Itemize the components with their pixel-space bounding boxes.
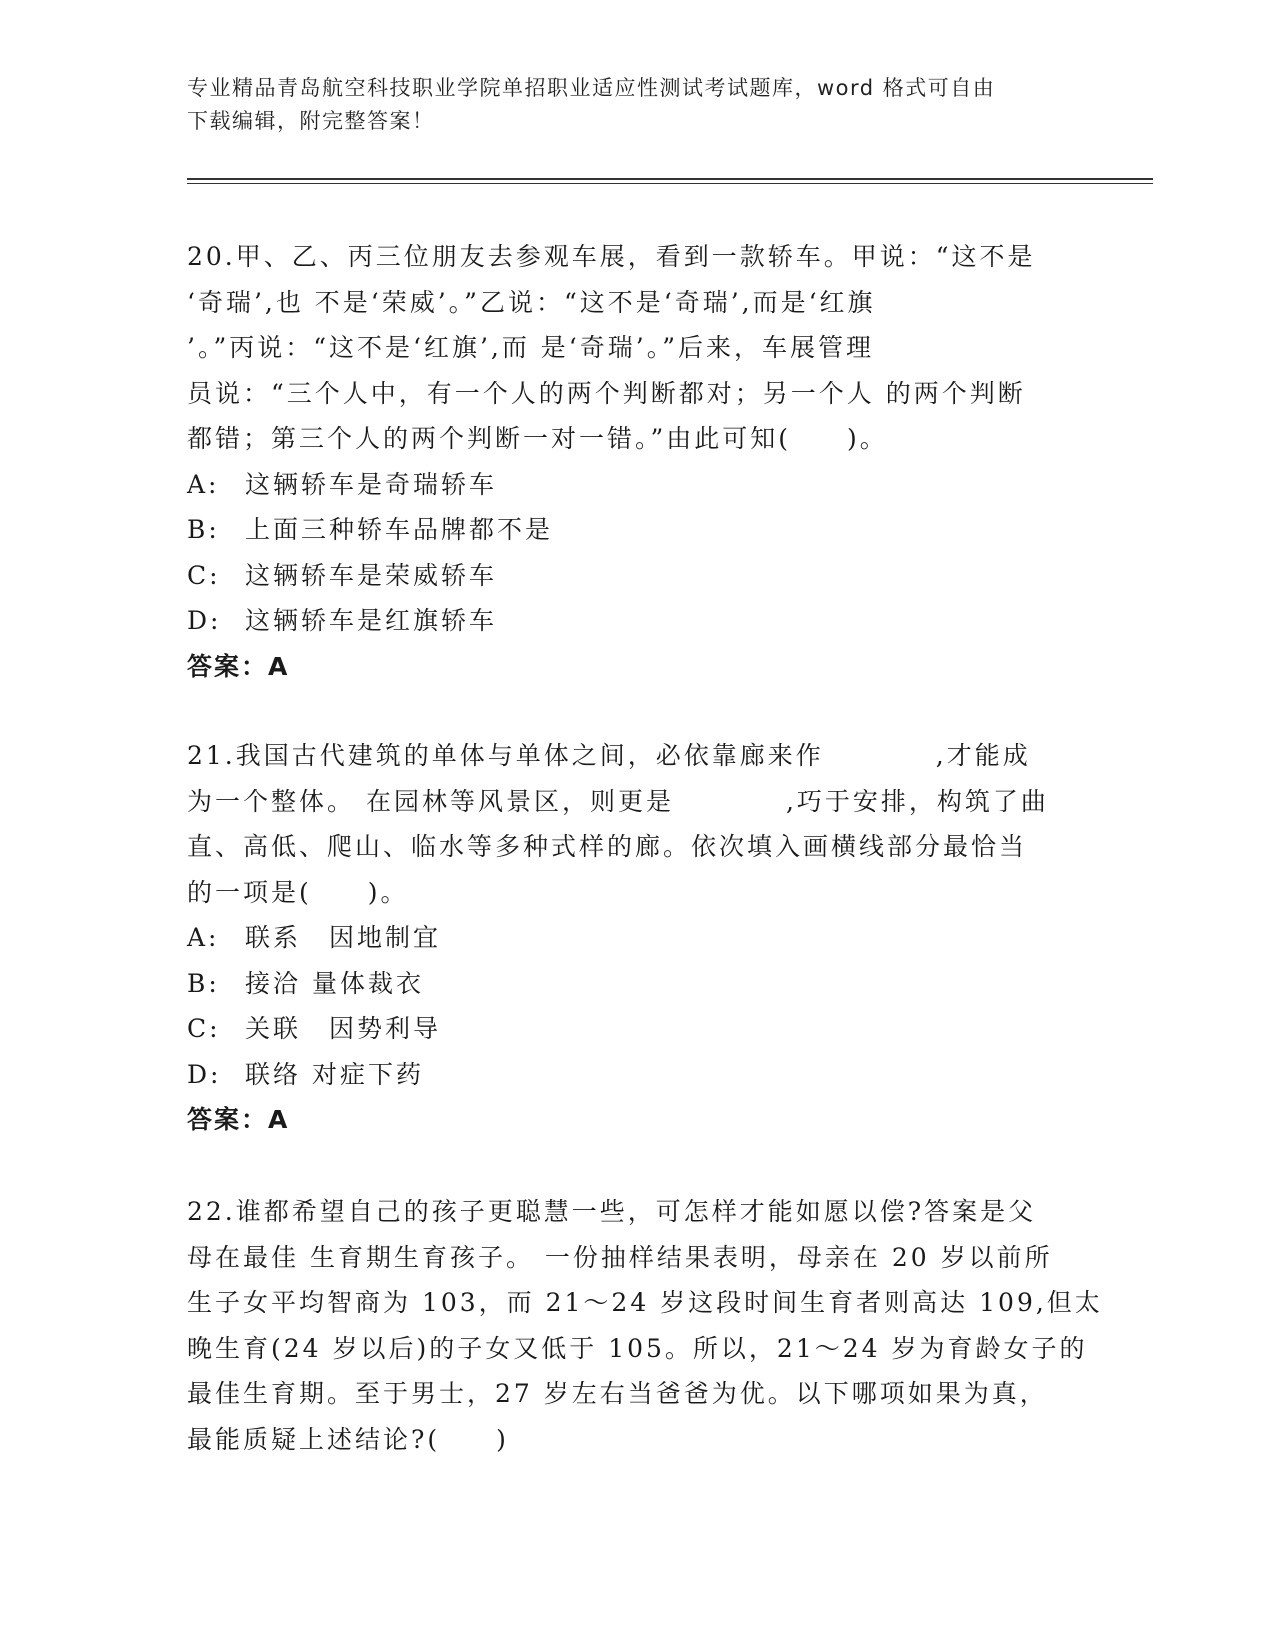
answer-label: 答案： (187, 651, 269, 681)
stem-line: 20.甲、乙、丙三位朋友去参观车展，看到一款轿车。甲说：“这不是 (187, 242, 1036, 271)
option-c (187, 553, 1092, 599)
stem-line: 最佳生育期。至于男士，27 岁左右当爸爸为优。以下哪项如果为真， (187, 1379, 1048, 1408)
question-22 (187, 1189, 1103, 1462)
option-text: 联络 对症下药 (245, 1059, 424, 1089)
question-stem (187, 1189, 1103, 1462)
option-b (187, 961, 1092, 1007)
stem-line: 的一项是( )。 (187, 877, 409, 907)
option-key: A: (187, 469, 220, 499)
answer-line (187, 1097, 1092, 1143)
header-divider (187, 178, 1153, 180)
option-key: B: (187, 968, 220, 998)
option-text: 这辆轿车是荣威轿车 (245, 560, 498, 590)
option-c (187, 1006, 1092, 1052)
question-20 (187, 234, 1092, 689)
option-key: D: (187, 1059, 222, 1089)
stem-line: 员说：“三个人中，有一个人的两个判断都对；另一个人 的两个判断 (187, 378, 1026, 408)
stem-line: 22.谁都希望自己的孩子更聪慧一些，可怎样才能如愿以偿?答案是父 (187, 1197, 1037, 1226)
stem-line: 21.我国古代建筑的单体与单体之间，必依靠廊来作 ,才能成 (187, 741, 1031, 770)
answer-value: A (268, 1105, 290, 1134)
answer-label: 答案： (187, 1105, 269, 1134)
question-21 (187, 733, 1092, 1143)
option-a (187, 915, 1092, 961)
option-a (187, 462, 1092, 508)
option-text: 接洽 量体裁衣 (245, 968, 424, 998)
stem-line: 直、高低、爬山、临水等多种式样的廊。依次填入画横线部分最恰当 (187, 832, 1028, 861)
stem-line: ‘奇瑞’,也 不是‘荣威’。”乙说：“这不是‘奇瑞’,而是‘红旗 (187, 287, 876, 317)
option-text: 这辆轿车是红旗轿车 (245, 606, 498, 635)
stem-line: ’。”丙说：“这不是‘红旗’,而 是‘奇瑞’。”后来，车展管理 (187, 333, 874, 362)
option-key: C: (187, 1014, 221, 1043)
answer-value: A (268, 651, 290, 681)
option-key: A: (187, 923, 220, 952)
option-d (187, 1052, 1092, 1098)
question-stem (187, 733, 1092, 915)
stem-line: 生子女平均智商为 103，而 21～24 岁这段时间生育者则高达 109,但太 (187, 1288, 1103, 1317)
stem-line: 母在最佳 生育期生育孩子。 一份抽样结果表明，母亲在 20 岁以前所 (187, 1242, 1053, 1272)
header-line-2: 下载编辑，附完整答案！ (187, 109, 435, 133)
option-b (187, 507, 1092, 553)
header-line-1: 专业精品青岛航空科技职业学院单招职业适应性测试考试题库，word 格式可自由 (187, 76, 996, 100)
option-key: D: (187, 606, 222, 635)
stem-line: 晚生育(24 岁以后)的子女又低于 105。所以，21～24 岁为育龄女子的 (187, 1333, 1088, 1363)
option-key: C: (187, 560, 221, 590)
stem-line: 为一个整体。 在园林等风景区，则更是 ,巧于安排，构筑了曲 (187, 786, 1049, 816)
option-text: 这辆轿车是奇瑞轿车 (245, 469, 498, 499)
question-stem (187, 234, 1092, 462)
document-header (187, 72, 1087, 138)
option-text: 上面三种轿车品牌都不是 (245, 515, 554, 544)
stem-line: 最能质疑上述结论?( ) (187, 1424, 509, 1454)
option-key: B: (187, 515, 220, 544)
header-divider-thin (187, 183, 1153, 184)
answer-line (187, 644, 1092, 690)
stem-line: 都错；第三个人的两个判断一对一错。”由此可知( )。 (187, 424, 888, 453)
option-text: 联系 因地制宜 (245, 923, 442, 952)
option-d (187, 598, 1092, 644)
option-text: 关联 因势利导 (245, 1014, 442, 1043)
